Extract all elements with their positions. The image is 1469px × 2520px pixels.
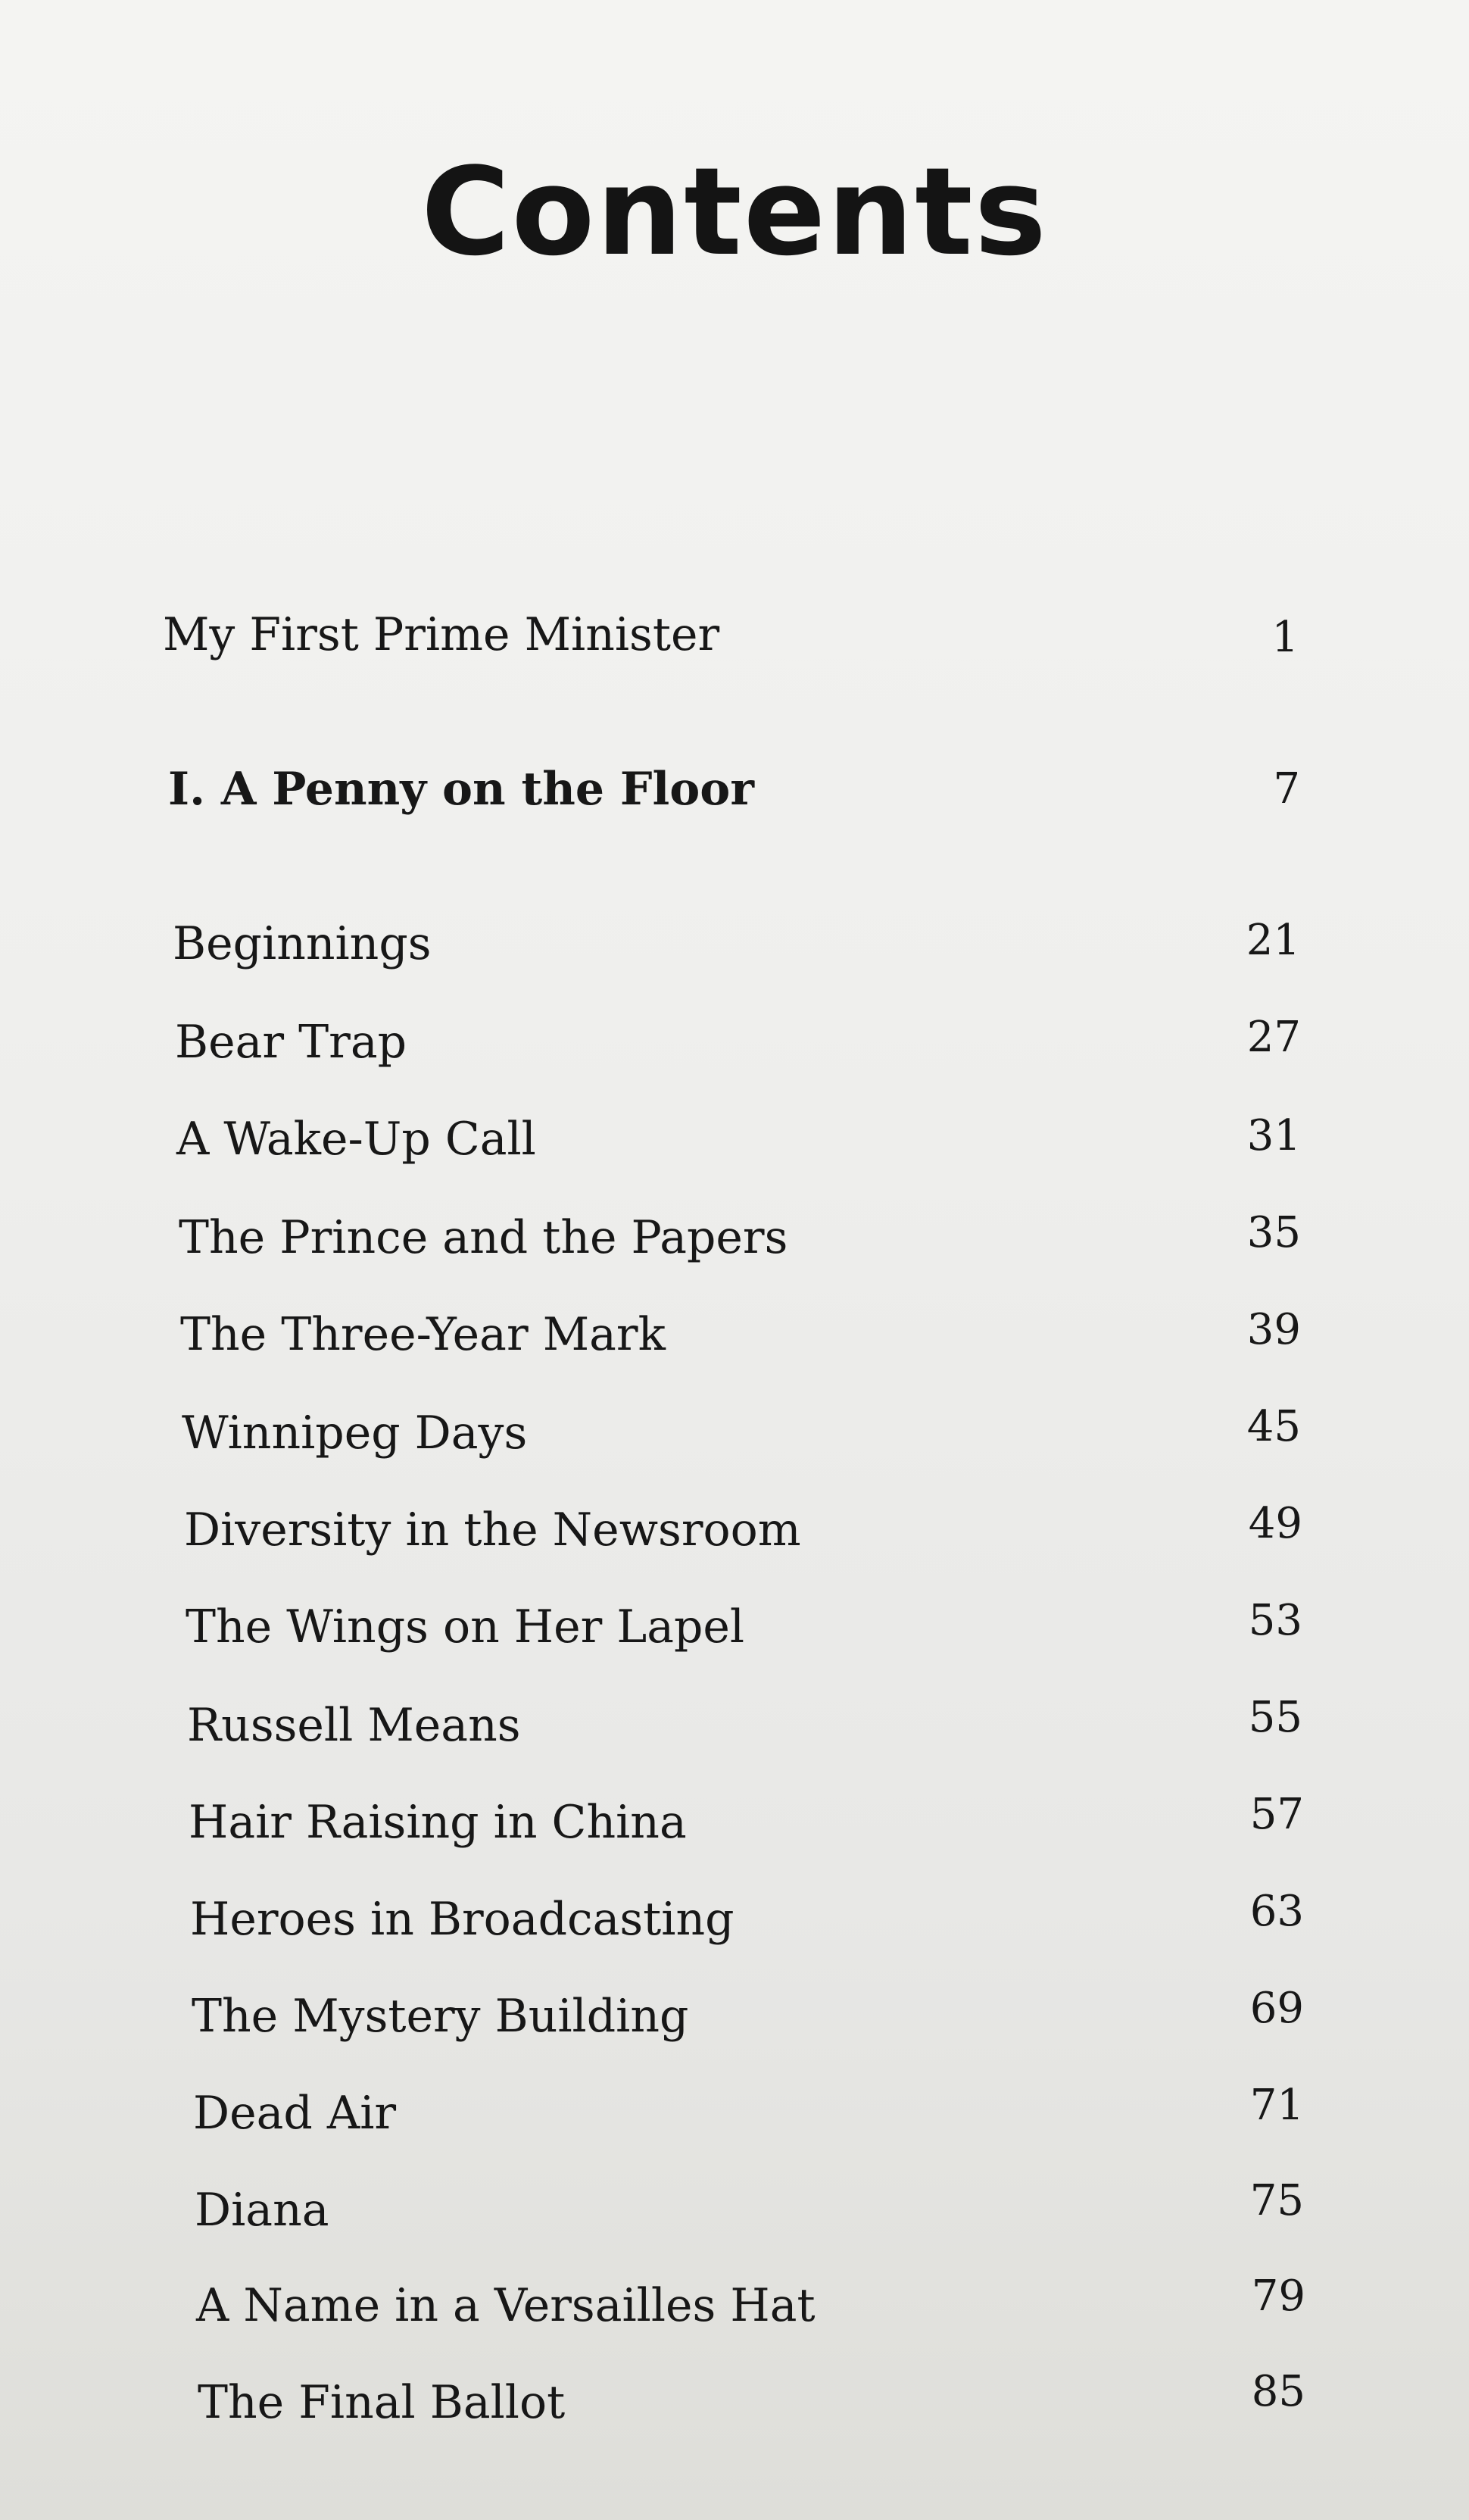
toc-page-number: 31: [1246, 1111, 1301, 1160]
toc-page-number: 35: [1246, 1208, 1301, 1257]
toc-page-number: 75: [1249, 2176, 1304, 2225]
toc-entry-beginnings: Beginnings: [173, 917, 432, 970]
toc-entry-the-three-year-mark: The Three-Year Mark: [180, 1308, 666, 1361]
toc-entry-the-mystery-building: The Mystery Building: [192, 1990, 689, 2043]
toc-entry-hair-raising-in-china: Hair Raising in China: [189, 1796, 687, 1849]
toc-entry-a-name-in-a-versailles-hat: A Name in a Versailles Hat: [196, 2279, 816, 2332]
toc-entry-heroes-in-broadcasting: Heroes in Broadcasting: [190, 1893, 734, 1946]
toc-page-number: 39: [1246, 1305, 1301, 1354]
toc-page-number: 55: [1248, 1693, 1302, 1742]
toc-entry-diana: Diana: [195, 2184, 329, 2237]
toc-page-number: 45: [1246, 1402, 1301, 1451]
toc-page-number: 63: [1249, 1887, 1304, 1936]
toc-entry-the-prince-and-the-papers: The Prince and the Papers: [179, 1211, 788, 1264]
toc-part-heading: I. A Penny on the Floor: [168, 763, 754, 816]
toc-entry-a-wake-up-call: A Wake-Up Call: [176, 1113, 536, 1166]
toc-page-number: 85: [1251, 2367, 1305, 2416]
toc-page-number: 21: [1246, 916, 1300, 965]
toc-page-number: 79: [1251, 2272, 1305, 2321]
toc-page-number: 57: [1249, 1790, 1304, 1839]
toc-entry-dead-air: Dead Air: [193, 2087, 397, 2140]
toc-entry-the-wings-on-her-lapel: The Wings on Her Lapel: [186, 1600, 745, 1653]
toc-page-number: 27: [1246, 1013, 1301, 1062]
toc-entry-russell-means: Russell Means: [187, 1699, 521, 1752]
toc-page-number: 69: [1249, 1984, 1304, 2033]
toc-page-number: 71: [1249, 2081, 1304, 2130]
toc-entry-diversity-in-the-newsroom: Diversity in the Newsroom: [184, 1504, 801, 1557]
toc-page-number: 53: [1248, 1596, 1302, 1645]
toc-entry-my-first-prime-minister: My First Prime Minister: [163, 608, 720, 661]
toc-page-number: 49: [1248, 1499, 1302, 1548]
page-title: Contents: [421, 141, 1048, 283]
toc-page-number: 1: [1271, 613, 1299, 662]
toc-entry-the-final-ballot: The Final Ballot: [198, 2376, 566, 2429]
toc-page-number: 7: [1273, 764, 1300, 813]
toc-entry-bear-trap: Bear Trap: [175, 1016, 407, 1069]
toc-entry-winnipeg-days: Winnipeg Days: [182, 1407, 528, 1460]
